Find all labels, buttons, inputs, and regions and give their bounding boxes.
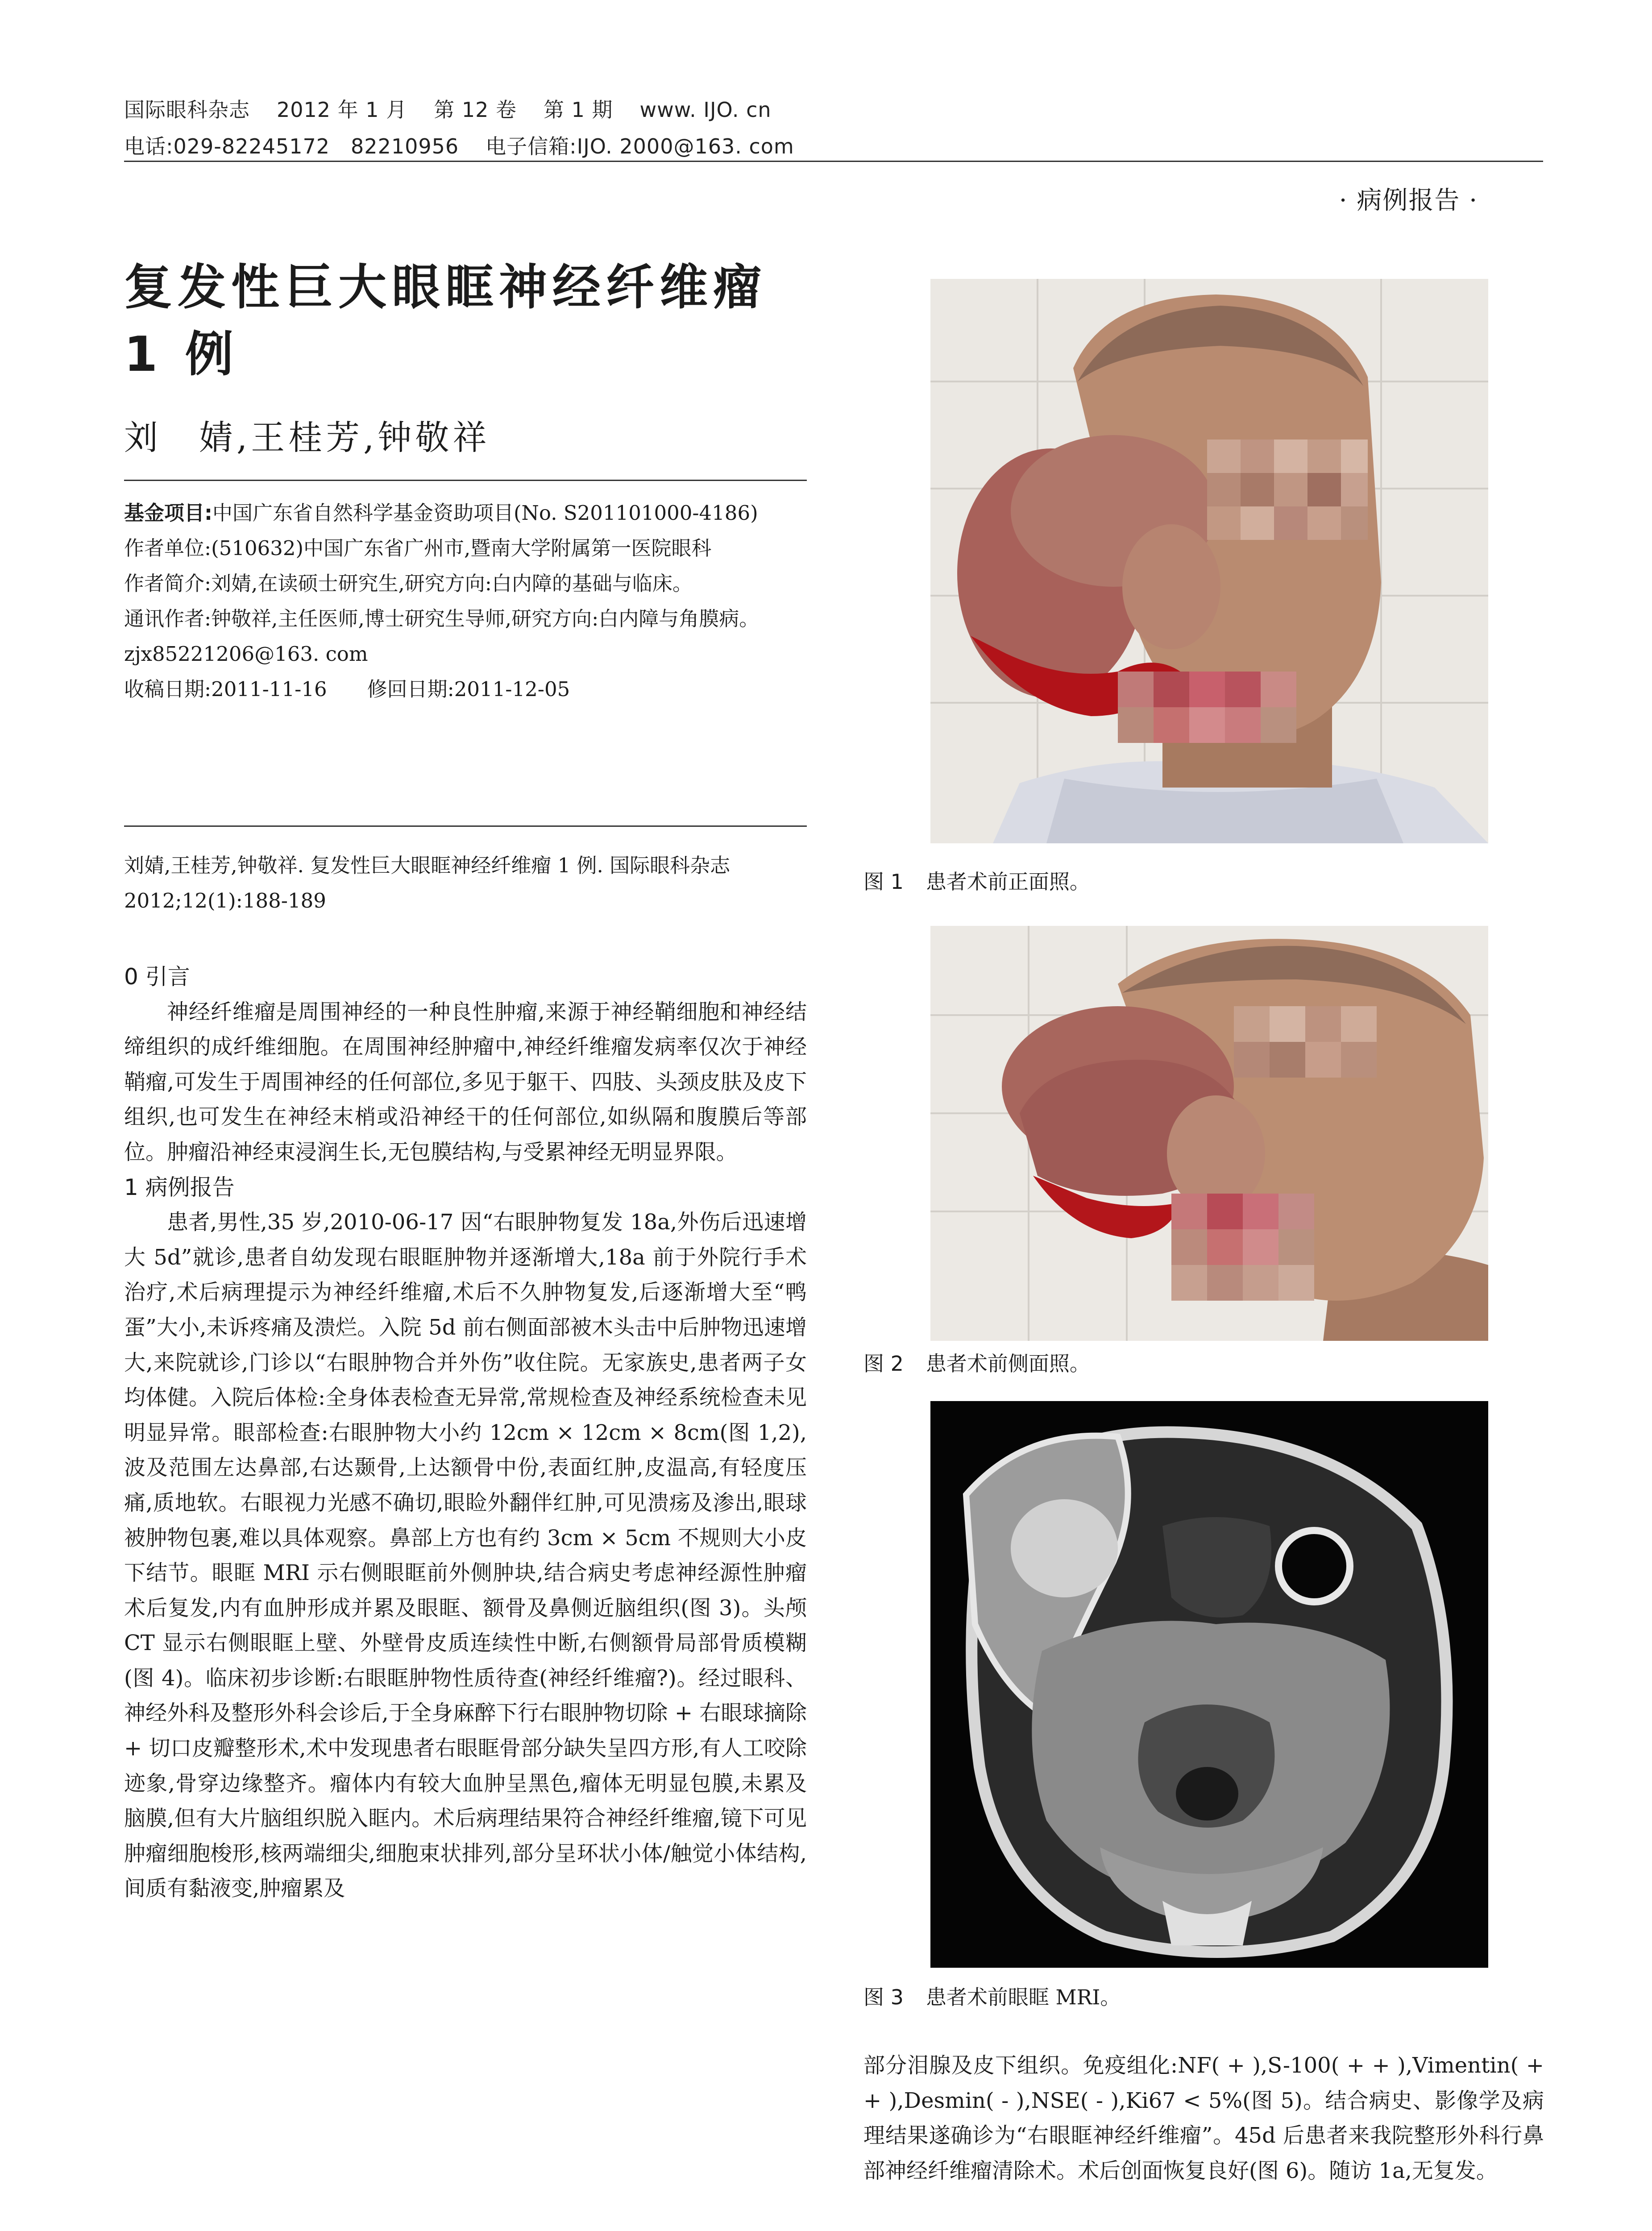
case-heading: 1 病例报告 xyxy=(124,1174,235,1200)
meta-rule-top xyxy=(124,480,807,481)
figure-1-label: 图 1 xyxy=(863,870,904,894)
figure-3-label: 图 3 xyxy=(863,1985,904,2009)
figure-3-mri xyxy=(930,1401,1488,1968)
body-right-column xyxy=(863,2048,1544,2188)
figure-3-text: 患者术前眼眶 MRI。 xyxy=(926,1985,1121,2009)
article-title xyxy=(124,254,838,388)
figure-2-label: 图 2 xyxy=(863,1352,904,1376)
website-link[interactable]: www. IJO. cn xyxy=(639,98,772,122)
intro-paragraph: 神经纤维瘤是周围神经的一种良性肿瘤,来源于神经鞘细胞和神经结缔组织的成纤维细胞。在周围神经肿瘤中,神经纤维瘤发病率仅次于神经鞘瘤,可发生于周围神经的任何部位,多见于躯干、四肢、头颈皮肤及皮下组织,也可发生在神经末梢或沿神经干的任何部位,如纵隔和腹膜后等部位。肿瘤沿神经束浸润生长,无包膜结构,与受累神经无明显界限。 xyxy=(124,999,807,1165)
volume: 第 12 卷 xyxy=(434,98,517,122)
continued-paragraph: 部分泪腺及皮下组织。免疫组化:NF( + ),S-100( + + ),Vimentin( + + ),Desmin( - ),NSE( - ),Ki67 < 5%(图 5)。结合病史、影像学及病理结果遂确诊为“右眼眶神经纤维瘤”。45d 后患者来我院整形外科行鼻部神经纤维瘤清除术。术后创面恢复良好(图 6)。随访 1a,无复发。 xyxy=(863,2053,1544,2183)
figure-2-photo xyxy=(930,926,1488,1341)
phone: 电话:029-82245172 82210956 xyxy=(124,134,459,158)
author-list: 刘 婧,王桂芳,钟敬祥 xyxy=(124,418,490,457)
figure-1-caption xyxy=(863,866,1090,895)
figure-3-caption xyxy=(863,1981,1121,2011)
intro-heading: 0 引言 xyxy=(124,964,190,990)
citation: 刘婧,王桂芳,钟敬祥. 复发性巨大眼眶神经纤维瘤 1 例. 国际眼科杂志 2012;12(1):188-189 xyxy=(124,854,731,912)
article-title-line1: 复发性巨大眼眶神经纤维瘤 xyxy=(124,260,767,315)
affiliation: 作者单位:(510632)中国广东省广州市,暨南大学附属第一医院眼科 xyxy=(124,536,712,560)
figure-2-text: 患者术前侧面照。 xyxy=(926,1352,1090,1376)
received-dates: 收稿日期:2011-11-16 修回日期:2011-12-05 xyxy=(124,677,570,701)
article-title-line2: 1 例 xyxy=(124,327,239,382)
issue: 第 1 期 xyxy=(543,98,613,122)
article-meta xyxy=(124,495,807,707)
figure-1-text: 患者术前正面照。 xyxy=(926,870,1090,894)
fund-label: 基金项目: xyxy=(124,501,212,525)
figure-1-photo xyxy=(930,279,1488,843)
meta-rule-bottom xyxy=(124,825,807,827)
journal-header-line2 xyxy=(124,130,821,160)
email: 电子信箱:IJO. 2000@163. com xyxy=(486,134,794,158)
issue-date: 2012 年 1 月 xyxy=(277,98,407,122)
section-tag: · 病例报告 · xyxy=(1339,186,1478,215)
figure-2-caption xyxy=(863,1348,1090,1377)
header-divider xyxy=(124,161,1543,162)
fund-text: 中国广东省自然科学基金资助项目(No. S201101000-4186) xyxy=(212,501,758,525)
fund-info xyxy=(124,495,807,531)
journal-header-line1 xyxy=(124,94,798,123)
correspondence: 通讯作者:钟敬祥,主任医师,博士研究生导师,研究方向:白内障与角膜病。zjx85221206@163. com xyxy=(124,607,760,666)
author-intro: 作者简介:刘婧,在读硕士研究生,研究方向:白内障的基础与临床。 xyxy=(124,572,693,595)
case-paragraph: 患者,男性,35 岁,2010-06-17 因“右眼肿物复发 18a,外伤后迅速增大 5d”就诊,患者自幼发现右眼眶肿物并逐渐增大,18a 前于外院行手术治疗,术后病理提示为神经纤维瘤,术后不久肿物复发,后逐渐增大至“鸭蛋”大小,未诉疼痛及溃烂。入院 5d 前右侧面部被木头击中后肿物迅速增大,来院就诊,门诊以“右眼肿物合并外伤”收住院。无家族史,患者两子女均体健。入院后体检:全身体表检查无异常,常规检查及神经系统检查未见明显异常。眼部检查:右眼肿物大小约 12cm × 12cm × 8cm(图 1,2),波及范围左达鼻部,右达颞骨,上达额骨中份,表面红肿,皮温高,有轻度压痛,质地软。右眼视力光感不确切,眼睑外翻伴红肿,可见溃疡及渗出,眼球被肿物包裹,难以具体观察。鼻部上方也有约 3cm × 5cm 不规则大小皮下结节。眼眶 MRI 示右侧眼眶前外侧肿块,结合病史考虑神经源性肿瘤术后复发,内有血肿形成并累及眼眶、额骨及鼻侧近脑组织(图 3)。头颅 CT 显示右侧眼眶上壁、外壁骨皮质连续性中断,右侧额骨局部骨质模糊(图 4)。临床初步诊断:右眼眶肿物性质待查(神经纤维瘤?)。经过眼科、神经外科及整形外科会诊后,于全身麻醉下行右眼肿物切除 + 右眼球摘除 + 切口皮瓣整形术,术中发现患者右眼眶骨部分缺失呈四方形,有人工咬除迹象,骨穿边缘整齐。瘤体内有较大血肿呈黑色,瘤体无明显包膜,未累及脑膜,但有大片脑组织脱入眶内。术后病理结果符合神经纤维瘤,镜下可见肿瘤细胞梭形,核两端细尖,细胞束状排列,部分呈环状小体/触觉小体结构,间质有黏液变,肿瘤累及 xyxy=(124,1210,807,1901)
journal-name: 国际眼科杂志 xyxy=(124,98,250,122)
body-left-column xyxy=(124,959,807,1906)
